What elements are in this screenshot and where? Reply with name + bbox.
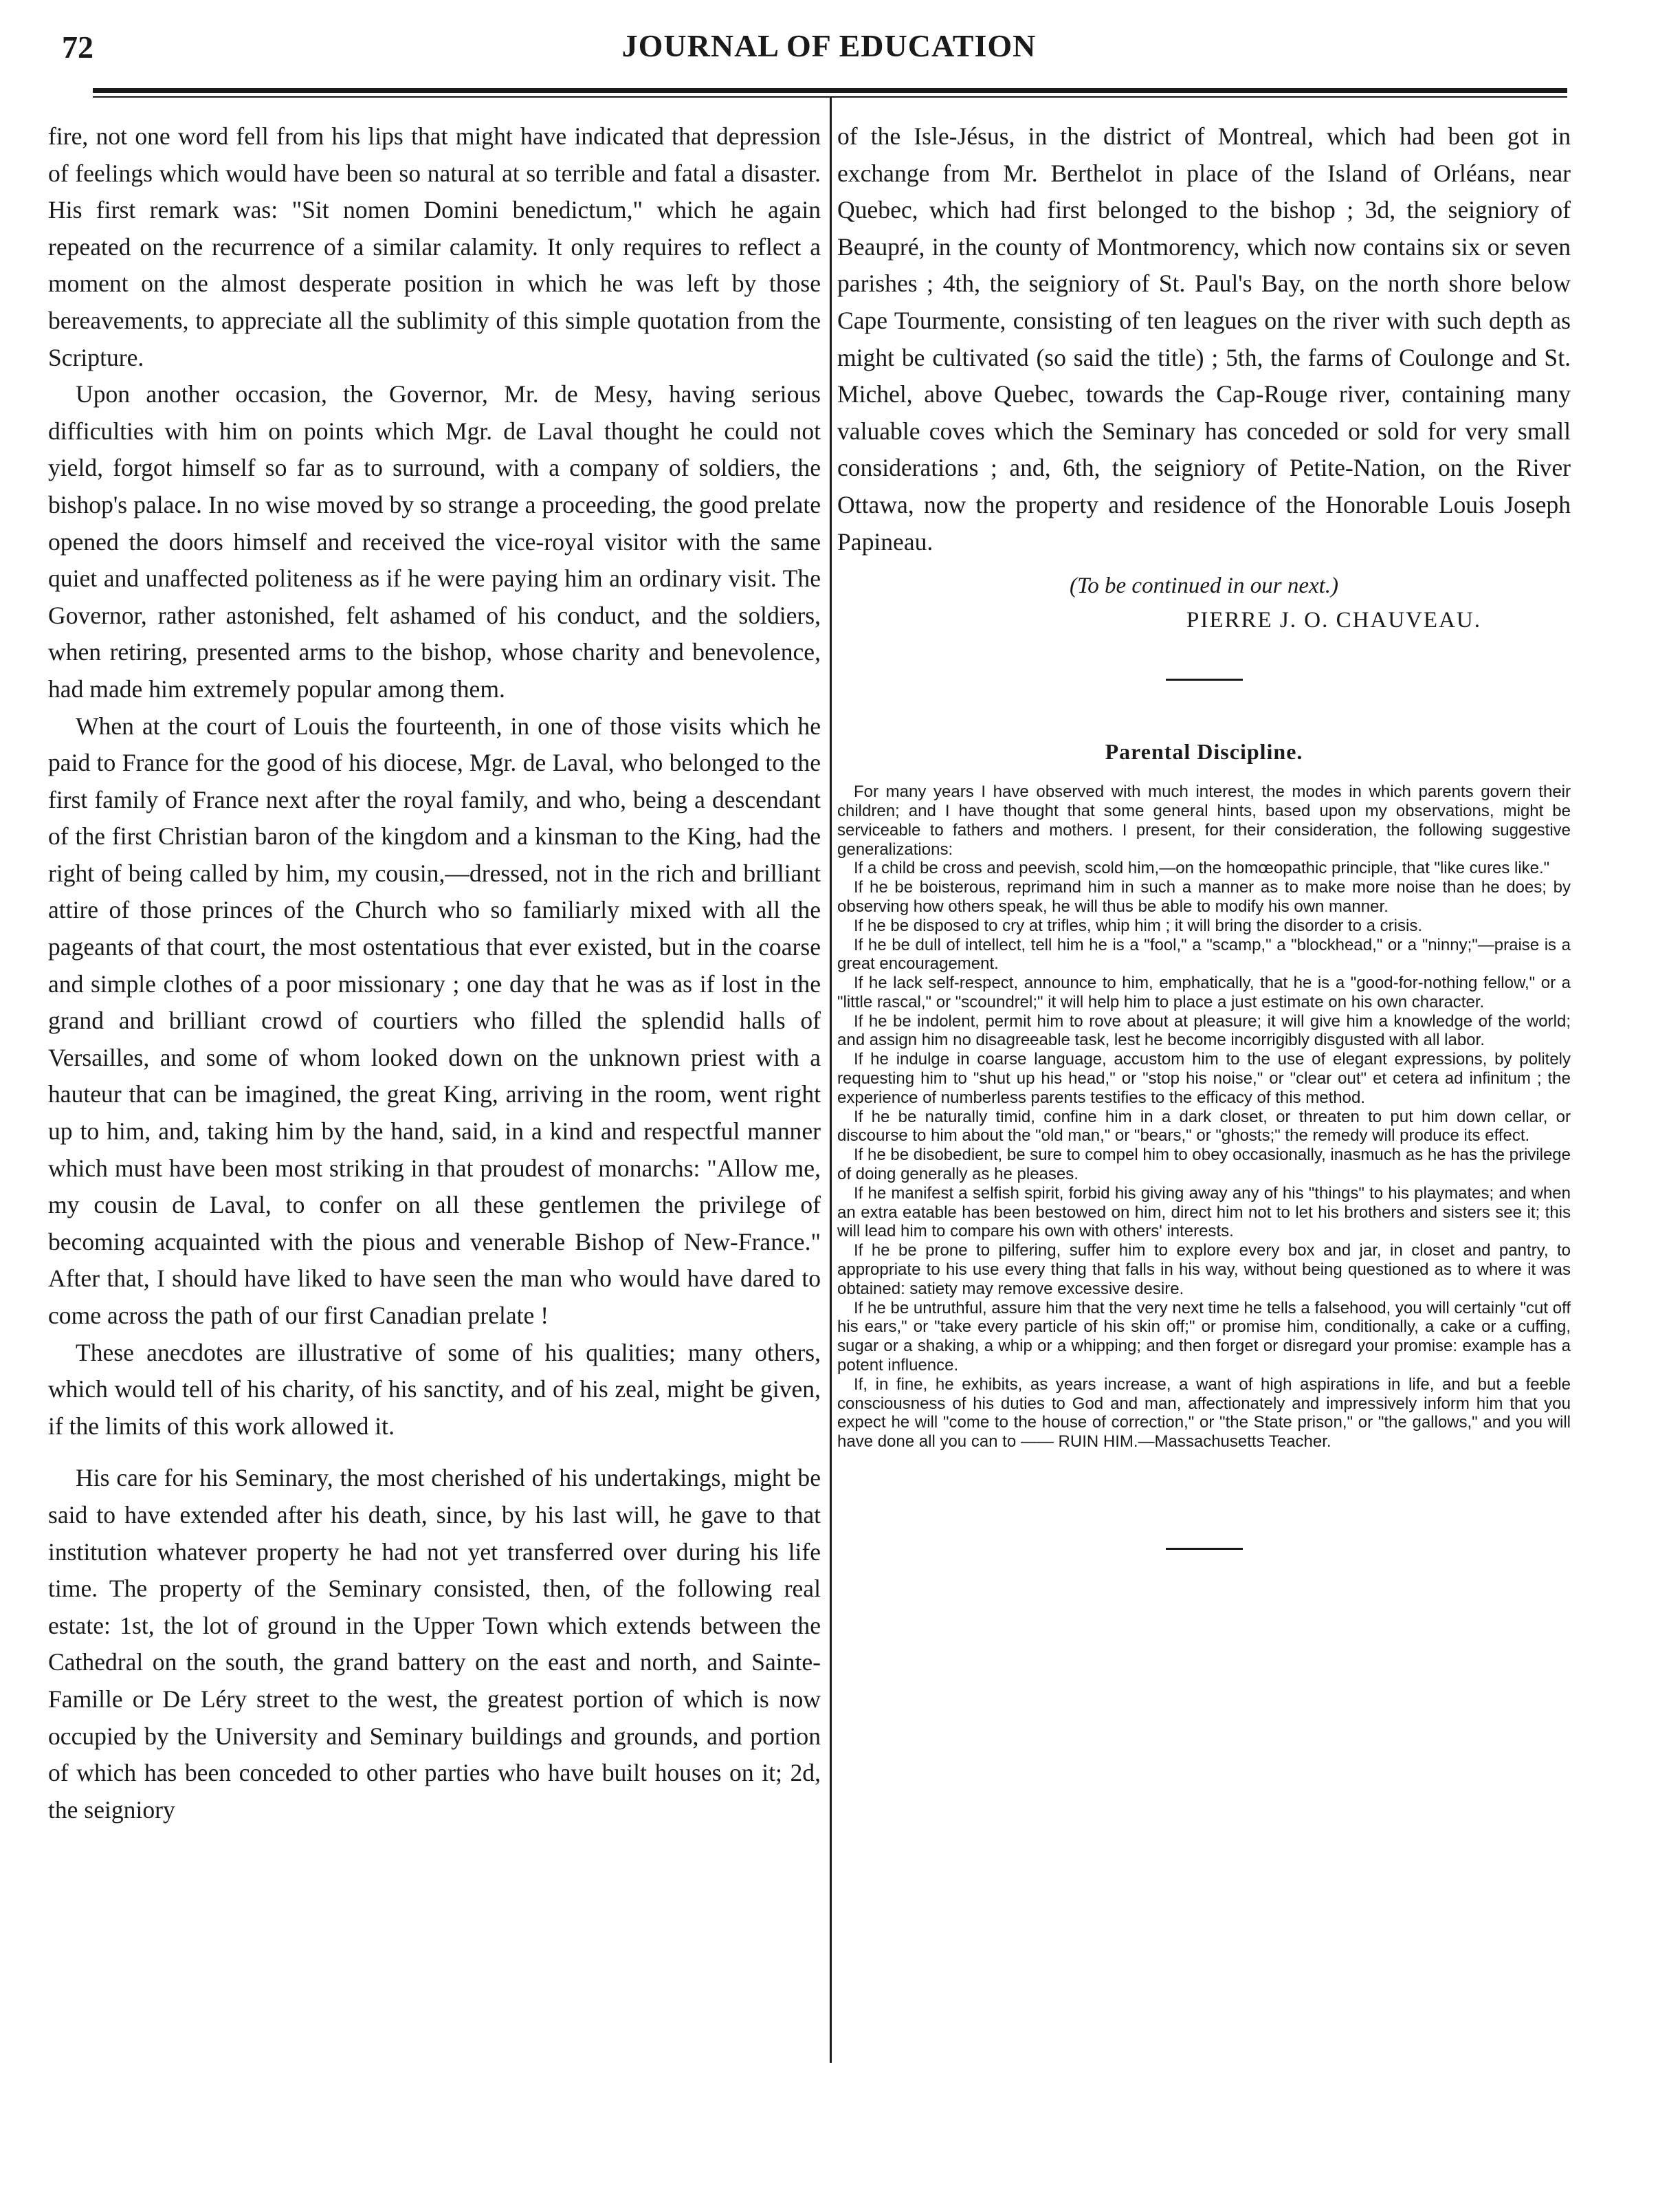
- column-divider: [830, 98, 832, 2063]
- paragraph: If he be prone to pilfering, suffer him to explore every box and jar, in closet and pantry, to appropriate to his use every thing that falls in his way, without being questioned as to where it was obtained: satiety may remove excessive desire.: [837, 1241, 1571, 1298]
- paragraph: If he be untruthful, assure him that the very next time he tells a falsehood, you will certainly "cut off his ears," or "take every particle of his skin off;" or promise him, conditionally, a cake or a cuffing, sugar or a shaking, a whip or a whipping; and then forget or disregard your promise: example has a potent influence.: [837, 1298, 1571, 1375]
- paragraph: If he lack self-respect, announce to him, emphatically, that he is a "good-for-nothing fellow," or a "little rascal," or "scoundrel;" it will help him to place a just estimate on his own character.: [837, 974, 1571, 1011]
- paragraph: If he indulge in coarse language, accustom him to the use of elegant expressions, by politely requesting him to "shut up his head," or "stop his noise," or "clear out" et cetera ad infinitum ; the experience of numberless parents testifies to the efficacy of this method.: [837, 1050, 1571, 1107]
- paragraph: If, in fine, he exhibits, as years increase, a want of high aspirations in life, and but a feeble consciousness of his duties to God and man, affectionately and impressively inform him that you expect he will "come to the house of correction," or "the State prison," or "the gallows," and you will have done all you can to —— RUIN HIM.—Massachusetts Teacher.: [837, 1375, 1571, 1452]
- article-body: [837, 782, 1571, 1452]
- header-rule-thick: [93, 88, 1567, 93]
- paragraph: fire, not one word fell from his lips that might have indicated that depression of feelings which would have been so natural at so terrible and fatal a disaster. His first remark was: "Sit nomen Domini benedictum," which he again repeated on the recurrence of a similar calamity. It only requires to reflect a moment on the almost desperate position in which he was left by those bereavements, to appreciate all the sublimity of this simple quotation from the Scripture.: [48, 122, 821, 371]
- paragraph: If he be dull of intellect, tell him he is a "fool," a "scamp," a "blockhead," or a "ninny;"—praise is a great encouragement.: [837, 935, 1571, 974]
- paragraph: If he be indolent, permit him to rove about at pleasure; it will give him a knowledge of the world; and assign him no disagreeable task, lest he become incorrigibly disgusted with all labor.: [837, 1011, 1571, 1050]
- paragraph: If a child be cross and peevish, scold him,—on the homœopathic principle, that "like cures like.": [854, 859, 1550, 878]
- left-column: [48, 118, 821, 1828]
- author-signature: PIERRE J. O. CHAUVEAU.: [1186, 608, 1481, 633]
- right-column: [837, 118, 1571, 1550]
- paragraph: For many years I have observed with much interest, the modes in which parents govern their children; and I have thought that some general hints, based upon my observations, might be serviceable to fathers and mothers. I present, for their consideration, the following suggestive generalizations:: [837, 782, 1571, 859]
- paragraph: If he be disobedient, be sure to compel him to obey occasionally, inasmuch as he has the privilege of doing generally as he pleases.: [837, 1146, 1571, 1184]
- paragraph: When at the court of Louis the fourteenth, in one of those visits which he paid to France for the good of his diocese, Mgr. de Laval, who belonged to the first family of France next after the royal family, and who, being a descendant of the first Christian baron of the kingdom and a kinsman to the King, had the right of being called by him, my cousin,—dressed, not in the rich and brilliant attire of those princes of the Church who so familiarly mixed with all the pageants of that court, the most ostentatious that ever existed, but in the coarse and simple clothes of a poor missionary ; one day that he was as if lost in the grand and brilliant crowd of courtiers who filled the splendid halls of Versailles, and some of whom looked down on the unknown priest with a hauteur that can be imagined, the great King, arriving in the room, went right up to him, and, taking him by the hand, said, in a kind and respectful manner which must have been most striking in that proudest of monarchs: "Allow me, my cousin de Laval, to confer on all these gentlemen the privilege of becoming acquainted with the pious and venerable Bishop of New-France." After that, I should have liked to have seen the man who would have dared to come across the path of our first Canadian prelate !: [48, 712, 821, 1329]
- paragraph: If he be disposed to cry at trifles, whip him ; it will bring the disorder to a crisis.: [854, 916, 1423, 935]
- paragraph: of the Isle-Jésus, in the district of Montreal, which had been got in exchange from Mr. Berthelot in place of the Island of Orléans, near Quebec, which had first belonged to the bishop ; 3d, the seigniory of Beaupré, in the county of Montmorency, which now contains six or seven parishes ; 4th, the seigniory of St. Paul's Bay, on the north shore below Cape Tourmente, consisting of ten leagues on the river with such depth as might be cultivated (so said the title) ; 5th, the farms of Coulonge and St. Michel, above Quebec, towards the Cap-Rouge river, containing many valuable coves which the Seminary has conceded or sold for very small considerations ; and, 6th, the seigniory of Petite-Nation, on the River Ottawa, now the property and residence of the Honorable Louis Joseph Papineau.: [837, 122, 1571, 556]
- continued-note: (To be continued in our next.): [1069, 573, 1339, 599]
- paragraph: Upon another occasion, the Governor, Mr. de Mesy, having serious difficulties with him on points which Mgr. de Laval thought he could not yield, forgot himself so far as to surround, with a company of soldiers, the bishop's palace. In no wise moved by so strange a proceeding, the good prelate opened the doors himself and received the vice-royal visitor with the same quiet and unaffected politeness as if he were paying him an ordinary visit. The Governor, rather astonished, felt ashamed of his conduct, and the soldiers, when retiring, presented arms to the bishop, whose charity and benevolence, had made him extremely popular among them.: [48, 380, 821, 703]
- paragraph: If he be boisterous, reprimand him in such a manner as to make more noise than he does; by observing how others speak, he will thus be able to modify his own manner.: [837, 878, 1571, 916]
- journal-title: JOURNAL OF EDUCATION: [621, 28, 1037, 63]
- article-title: Parental Discipline.: [1105, 739, 1303, 765]
- paragraph: If he be naturally timid, confine him in a dark closet, or threaten to put him down cellar, or discourse to him about the "old man," or "bears," or "ghosts;" the remedy will produce its effect.: [837, 1107, 1571, 1146]
- page-number: 72: [62, 30, 93, 65]
- paragraph: If he manifest a selfish spirit, forbid his giving away any of his "things" to his playmates; and when an extra eatable has been bestowed on him, direct him not to let his brothers and sisters see it; this will lead him to compare his own with others' interests.: [837, 1183, 1571, 1241]
- section-rule: [1166, 679, 1243, 681]
- paragraph: These anecdotes are illustrative of some of his qualities; many others, which would tell of his charity, of his sanctity, and of his zeal, might be given, if the limits of this work allowed it.: [48, 1338, 821, 1440]
- end-rule: [1166, 1548, 1243, 1550]
- paragraph: His care for his Seminary, the most cherished of his undertakings, might be said to have extended after his death, since, by his last will, he gave to that institution whatever property he had not yet transferred over during his life time. The property of the Seminary consisted, then, of the following real estate: 1st, the lot of ground in the Upper Town which extends between the Cathedral on the south, the grand battery on the east and north, and Sainte-Famille or De Léry street to the west, the greatest portion of which is now occupied by the University and Seminary buildings and grounds, and portion of which has been conceded to other parties who have built houses on it; 2d, the seigniory: [48, 1464, 821, 1824]
- paragraph-gap: [48, 1445, 821, 1460]
